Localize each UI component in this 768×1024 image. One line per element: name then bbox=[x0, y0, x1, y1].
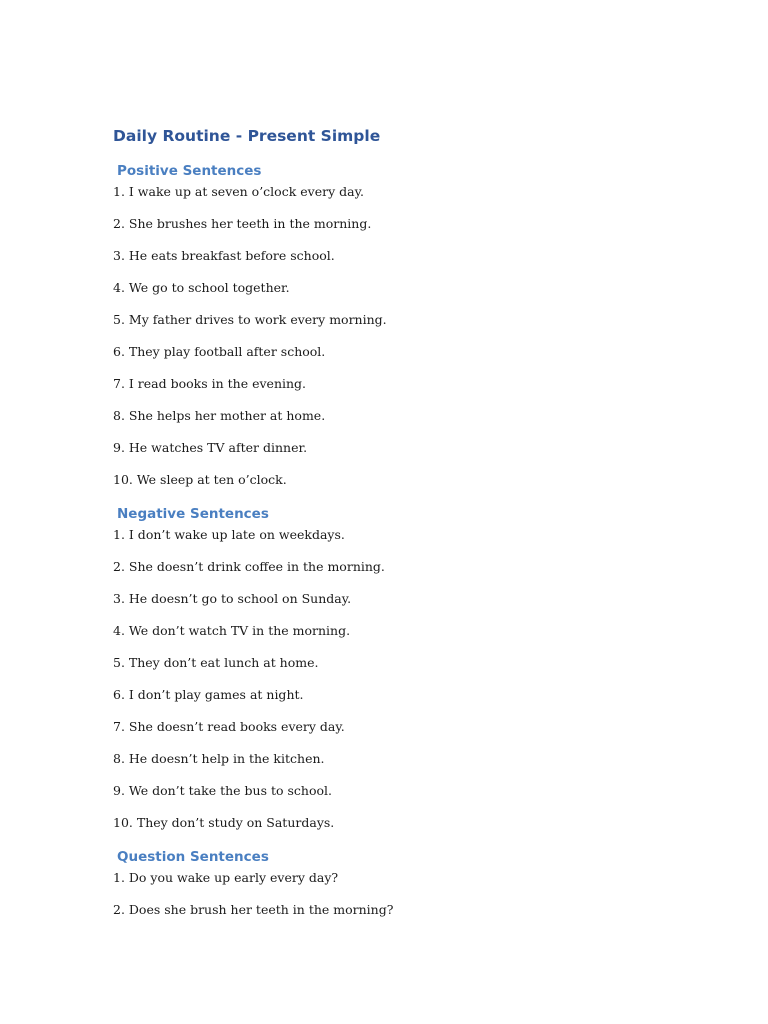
sentence-item: 2. She doesn’t drink coffee in the morning. bbox=[113, 559, 385, 574]
section-heading: Positive Sentences bbox=[117, 163, 262, 179]
sentence-item: 3. He doesn’t go to school on Sunday. bbox=[113, 591, 352, 606]
sentence-item: 10. We sleep at ten o’clock. bbox=[113, 472, 287, 487]
section-positive-sentences bbox=[113, 160, 693, 502]
sentence-item: 1. I don’t wake up late on weekdays. bbox=[113, 527, 345, 542]
sentence-item: 2. She brushes her teeth in the morning. bbox=[113, 216, 372, 231]
sentence-item: 10. They don’t study on Saturdays. bbox=[113, 815, 335, 830]
section-negative-sentences bbox=[113, 503, 693, 845]
sentence-item: 1. I wake up at seven o’clock every day. bbox=[113, 184, 364, 199]
section-question-sentences bbox=[113, 846, 693, 932]
document-title: Daily Routine - Present Simple bbox=[113, 127, 381, 145]
sentence-item: 6. They play football after school. bbox=[113, 344, 326, 359]
sentence-item: 5. My father drives to work every morning. bbox=[113, 312, 387, 327]
sentence-item: 7. I read books in the evening. bbox=[113, 376, 307, 391]
sentence-item: 7. She doesn’t read books every day. bbox=[113, 719, 345, 734]
sentence-item: 9. He watches TV after dinner. bbox=[113, 440, 308, 455]
sentence-item: 6. I don’t play games at night. bbox=[113, 687, 304, 702]
sentence-item: 4. We go to school together. bbox=[113, 280, 290, 295]
sentence-item: 8. He doesn’t help in the kitchen. bbox=[113, 751, 325, 766]
sentence-item: 4. We don’t watch TV in the morning. bbox=[113, 623, 351, 638]
sentence-list bbox=[113, 182, 693, 502]
sentence-item: 9. We don’t take the bus to school. bbox=[113, 783, 332, 798]
sentence-item: 3. He eats breakfast before school. bbox=[113, 248, 335, 263]
section-heading: Question Sentences bbox=[117, 849, 269, 865]
sentence-list bbox=[113, 868, 693, 932]
sentence-item: 2. Does she brush her teeth in the morning? bbox=[113, 902, 394, 917]
document-page bbox=[113, 124, 693, 932]
sections-container bbox=[113, 160, 693, 932]
sentence-item: 8. She helps her mother at home. bbox=[113, 408, 326, 423]
sentence-list bbox=[113, 525, 693, 845]
sentence-item: 5. They don’t eat lunch at home. bbox=[113, 655, 319, 670]
section-heading: Negative Sentences bbox=[117, 506, 269, 522]
sentence-item: 1. Do you wake up early every day? bbox=[113, 870, 339, 885]
